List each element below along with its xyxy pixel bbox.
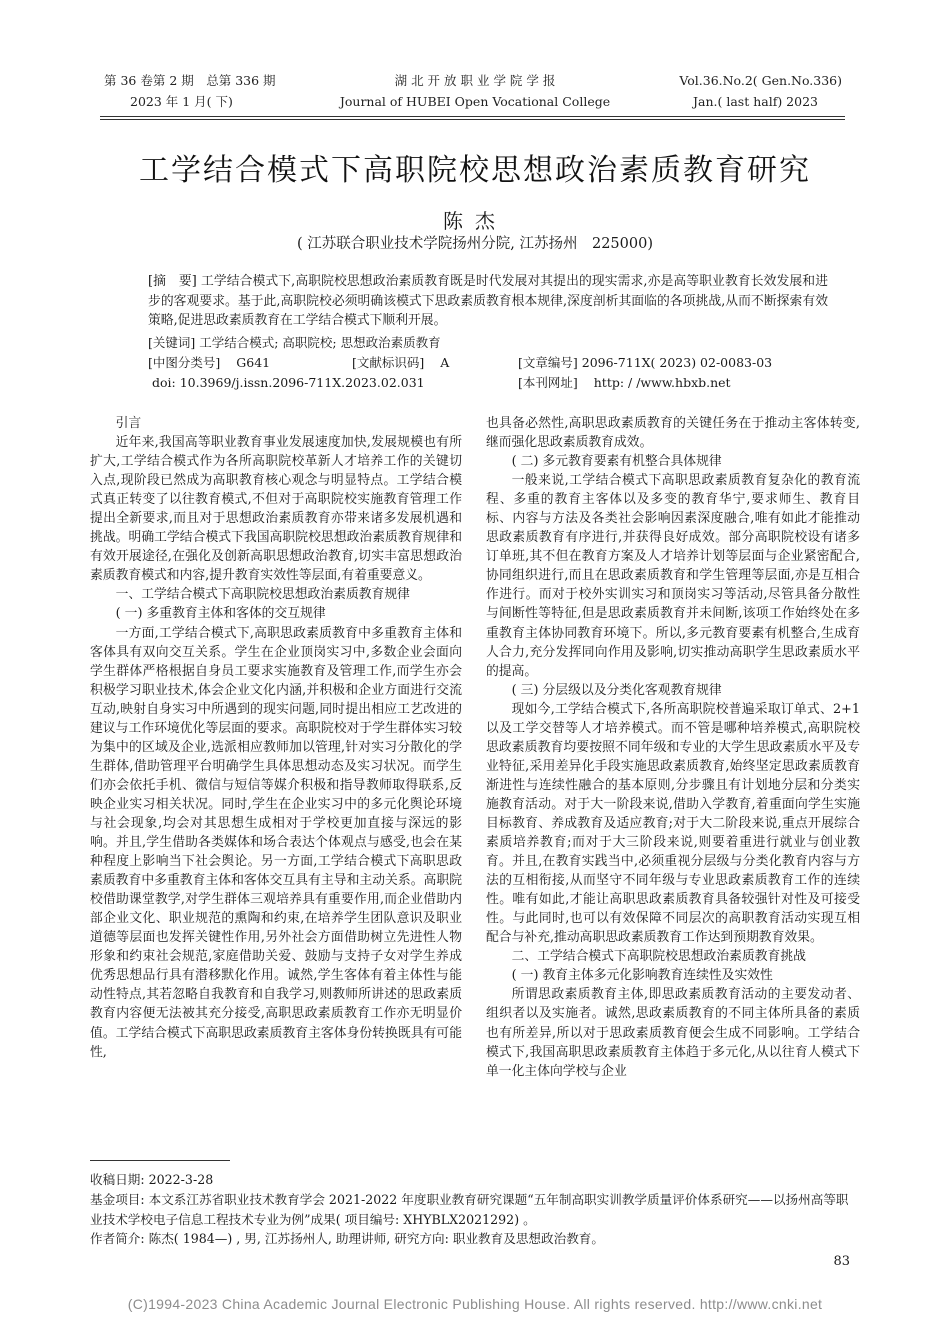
journal-website (518, 373, 731, 392)
article-affiliation: ( 江苏联合职业技术学院扬州分院, 江苏扬州 225000) (297, 236, 653, 252)
header-rule-bottom (100, 119, 845, 120)
body-left-column (90, 414, 462, 1062)
header-rule-top (100, 116, 845, 117)
article-author: 陈杰 (443, 209, 507, 233)
keywords (148, 333, 441, 352)
body-paragraph: 一方面,工学结合模式下,高职思政素质教育中多重教育主体和客体具有双向交互关系。学生在企业顶岗实习中,多数企业会面向学生群体严格根据自身员工要求实施教育及管理工作,而学生亦会积极学习职业技术,体会企业文化内涵,并积极和企业方面进行交流互动,映射自身实习中所遇到的现实问题,同时提出相应工艺改进的建议与工作环境优化等层面的要求。高职院校对于学生群体实习较为集中的区域及企业,选派相应教师加以管理,针对实习分散化的学生群体,借助管理平台明确学生具体思想动态及实习状况。而学生们亦会依托手机、微信与短信等媒介积极和指导教师取得联系,反映企业实习相关状况。同时,学生在企业实习中的多元化舆论环境与社会现象,均会对其思想生成相对于学校更加直接与深远的影响。并且,学生借助各类媒体和场合表达个体观点与感受,也会在某种程度上影响当下社会舆论。另一方面,工学结合模式下高职思政素质教育中多重教育主体和客体交互具有主导和主动关系。高职院校借助课堂教学,对学生群体三观培养具有重要作用,而企业借助内部企业文化、职业规范的熏陶和约束,在培养学生团队意识及职业道德等层面也发挥关键性作用,另外社会方面借助树立先进性人物形象和约束社会规范,家庭借助关爱、鼓励与支持子女对学生养成优秀思想品行具有潜移默化作用。诚然,学生客体有着主体性与能动性特点,其若忽略自我教育和自我学习,则教师所讲述的思政素质教育内容便无法被其充分接受,高职思政素质教育工作亦无明显价值。工学结合模式下高职思政素质教育主客体身份转换既具有可能性, (90, 625, 462, 1060)
footnote-received: 收稿日期: 2022-3-28 (90, 1172, 214, 1187)
body-paragraph: 也具备必然性,高职思政素质教育的关键任务在于推动主客体转变,继而强化思政素质教育成效。 (486, 416, 860, 451)
page-number: 83 (833, 1254, 850, 1269)
footnote-fund: 基金项目: 本文系江苏省职业技术教育学会 2021-2022 年度职业教育研究课题“五年制高职实训教学质量评价体系研究——以扬州高等职业技术学校电子信息工程技术专业为例”成果( 项目编号: XHYBLX2021292) 。 (90, 1192, 849, 1227)
header-date: 2023 年 1 月( 下) (130, 94, 233, 109)
footnote-rule (90, 1160, 230, 1161)
header-volume: 第 36 卷第 2 期 总第 336 期 (104, 73, 276, 88)
footnote-author-bio: 作者简介: 陈杰( 1984—) , 男, 江苏扬州人, 助理讲师, 研究方向: 职业教育及思想政治教育。 (90, 1231, 604, 1246)
body-right-column (486, 414, 860, 1081)
clc-value: G641 (236, 355, 271, 370)
article-number-value: 2096-711X( 2023) 02-0083-03 (581, 355, 773, 370)
section-heading: ( 二) 多元教育要素有机整合具体规律 (511, 454, 722, 470)
section-heading: ( 三) 分层级以及分类化客观教育规律 (511, 682, 722, 698)
header-issue-en (679, 70, 842, 112)
section-heading: ( 一) 多重教育主体和客体的交互规律 (115, 606, 326, 622)
section-heading: 二、工学结合模式下高职院校思想政治素质教育挑战 (511, 949, 806, 965)
header-volume-en: Vol.36.No.2( Gen.No.336) (679, 73, 842, 88)
body-paragraph: 近年来,我国高等职业教育事业发展速度加快,发展规模也有所扩大,工学结合模式作为各所高职院校革新人才培养工作的关键切入点,现阶段已然成为高职教育核心观念与明显特点。工学结合模式真正转变了以往教育模式,不但对于高职院校实施教育管理工作提出全新要求,而且对于思想政治素质教育亦带来诸多发展机遇和挑战。明确工学结合模式下我国高职院校思想政治素质教育规律和有效开展途径,在强化及创新高职思想政治教育,切实丰富思想政治素质教育模式和内容,提升教育实效性等层面,有着重要意义。 (90, 435, 462, 584)
document-code-label: [文献标识码] (352, 355, 425, 370)
copyright-notice: (C)1994-2023 China Academic Journal Electronic Publishing House. All rights reserved. http://www.cnki.net (127, 1296, 823, 1312)
section-heading: 引言 (115, 416, 142, 431)
article-title: 工学结合模式下高职院校思想政治素质教育研究 (139, 153, 811, 188)
website-value: http: / /www.hbxb.net (593, 375, 731, 390)
section-heading: ( 一) 教育主体多元化影响教育连续性及实效性 (511, 968, 773, 984)
body-paragraph: 所谓思政素质教育主体,即思政素质教育活动的主要发动者、组织者以及实施者。诚然,思政素质教育的不同主体所具备的素质也有所差异,所以对于思政素质教育便会生成不同影响。工学结合模式下,我国高职思政素质教育主体趋于多元化,从以往育人模式下单一化主体向学校与企业 (486, 987, 860, 1079)
doi: doi: 10.3969/j.issn.2096-711X.2023.02.031 (152, 375, 425, 390)
article-number-label: [文章编号] (518, 355, 578, 370)
keywords-label: [关键词] (148, 335, 196, 350)
clc-label: [中图分类号] (148, 355, 221, 370)
header-date-en: Jan.( last half) 2023 (693, 94, 818, 109)
article-number (518, 353, 772, 372)
website-label: [本刊网址] (518, 375, 578, 390)
header-journal-cn: 湖 北 开 放 职 业 学 院 学 报 (394, 73, 556, 88)
keywords-text: 工学结合模式; 高职院校; 思想政治素质教育 (199, 335, 441, 350)
abstract-label: [摘 要] (148, 274, 197, 289)
clc-number (148, 353, 270, 372)
body-paragraph: 一般来说,工学结合模式下高职思政素质教育复杂化的教育流程、多重的教育主客体以及多变的教育华宁,要求师生、教育目标、内容与方法及各类社会影响因素深度融合,唯有如此才能推动思政素质教育有序进行,并获得良好成效。部分高职院校设有诸多订单班,其不但在教育方案及人才培养计划等层面与企业紧密配合,协同组织进行,而且在思政素质教育和学生管理等层面,亦是互相合作进行。而对于校外实训实习和顶岗实习等活动,尽管具备分散性与间断性等特征,但是思政素质教育并未间断,该项工作始终处在多重教育主体协同教育环境下。所以,多元教育要素有机整合,生成育人合力,充分发挥同向作用及影响,切实推动高职学生思政素质水平的提高。 (486, 473, 860, 679)
section-heading: 一、工学结合模式下高职院校思想政治素质教育规律 (115, 587, 410, 603)
document-code-value: A (440, 355, 450, 370)
body-paragraph: 现如今,工学结合模式下,各所高职院校普遍采取订单式、2+1 以及工学交替等人才培养模式。而不管是哪种培养模式,高职院校思政素质教育均要按照不同年级和专业的大学生思政素质水平及专业特征,采用差异化手段实施思政素质教育,始终坚定思政素质教育渐进性与连续性融合的基本原则,分步骤且有计划地分层和分类实施教育活动。对于大一阶段来说,借助入学教育,着重面向学生实施目标教育、养成教育及适应教育;对于大二阶段来说,重点开展综合素质培养教育;而对于大三阶段来说,则要着重进行就业与创业教育。并且,在教育实践当中,必须重视分层级与分类化教育内容与方法的互相衔接,从而坚守不同年级与专业思政素质教育工作的连续性。唯有如此,才能让高职思政素质教育具备较强针对性及可接受性。与此同时,也可以有效保障不同层次的高职教育活动实现互相配合与补充,推动高职思政素质教育工作达到预期教育效果。 (486, 701, 860, 946)
document-code (352, 353, 449, 372)
header-journal-en: Journal of HUBEI Open Vocational College (339, 94, 611, 109)
abstract (148, 272, 828, 331)
abstract-text: 工学结合模式下,高职院校思想政治素质教育既是时代发展对其提出的现实需求,亦是高等职业教育长效发展和进步的客观要求。基于此,高职院校必须明确该模式下思政素质教育根本规律,深度剖析其面临的各项挑战,从而不断探索有效策略,促进思政素质教育在工学结合模式下顺利开展。 (148, 274, 828, 328)
